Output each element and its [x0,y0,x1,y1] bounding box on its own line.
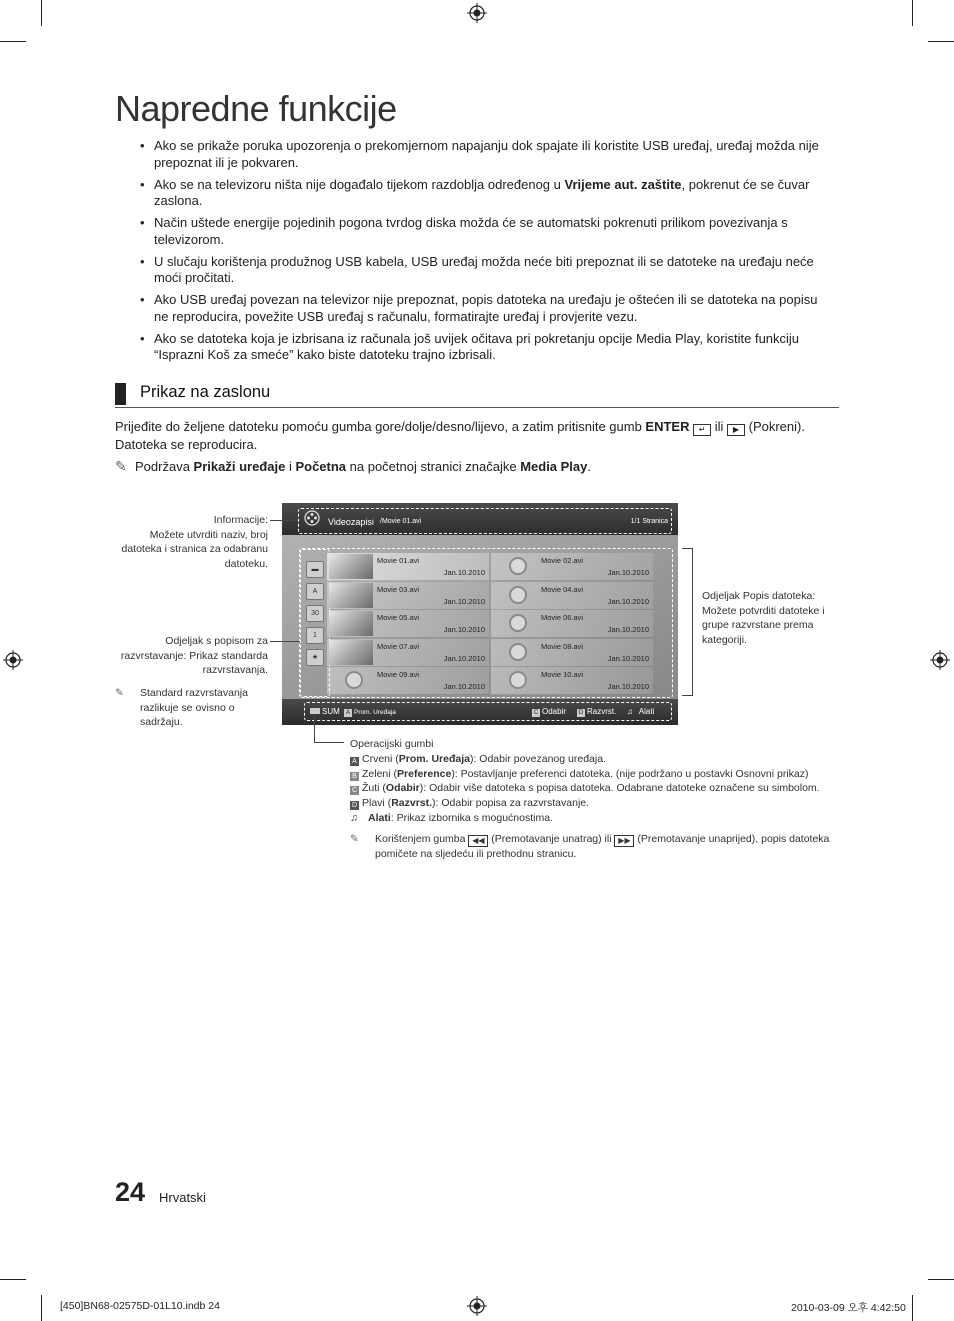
film-reel-icon [509,643,527,661]
callout-info: Informacije: Možete utvrditi naziv, broj datoteka i stranica za odabranu datoteku. [121,514,268,570]
list-item: • Ako se datoteka koja je izbrisana iz računala još uvijek očitava pri pokretanju opcije Media Play, koristite funkciju “Isprazni Koš za smeće” kako biste datoteku trajno izbrisali. [140,331,830,364]
callout-sort: Odjeljak s popisom za razvrstavanje: Prikaz standarda razvrstavanja. [120,635,268,676]
file-name: Movie 05.avi [377,613,420,622]
section-bar [115,383,126,405]
section-divider [115,407,839,408]
crop-mark [41,0,42,26]
pencil-note-icon: ✎ [115,687,124,699]
file-tile[interactable] [491,639,653,667]
file-name: Movie 06.avi [541,613,584,622]
file-date: Jan.10.2010 [607,625,649,634]
green-button-icon: B [350,772,359,781]
list-item: • U slučaju korištenja produžnog USB kabela, USB uređaj možda neće biti prepoznat ili se datoteke na uređaju neće moći pročitati. [140,254,830,287]
sort-button[interactable]: D Razvrst. [578,707,617,716]
file-date: Jan.10.2010 [443,596,485,606]
crop-mark [912,1295,913,1321]
ops-red: A Crveni (Prom. Uređaja): Odabir povezanog uređaja. [350,752,830,767]
change-device-button[interactable]: A Prom. Uređaja [345,709,396,716]
file-date: Jan.10.2010 [607,568,649,577]
file-name: Movie 04.avi [541,584,584,594]
red-button-icon: A [350,757,359,766]
file-list-bracket [682,548,693,696]
section-paragraph: Prijeđite do željene datoteku pomoću gumba gore/dolje/desno/lijevo, a zatim pritisnite gumb ENTER ↵ ili ▶ (Pokreni). Datoteka se reproducira. [115,419,805,452]
file-date: Jan.10.2010 [607,596,649,606]
film-reel-icon [345,671,363,689]
ops-green: B Zeleni (Preference): Postavljanje preferenci datoteka. (nije podržano u postavki Osnovni prikaz) [350,767,830,782]
file-tile[interactable] [327,667,489,695]
file-date: Jan.10.2010 [443,625,485,634]
page-title: Napredne funkcije [115,88,397,129]
file-name: Movie 07.avi [377,641,420,651]
file-tile[interactable] [491,582,653,610]
section-title: Prikaz na zaslonu [140,383,271,401]
file-tile[interactable] [491,553,653,581]
media-play-screen [282,503,678,725]
rewind-icon: ◀◀ [468,835,488,847]
note: ✎ Podržava Prikaži uređaje i Početna na početnoj stranici značajke Media Play. [115,458,592,474]
file-date: Jan.10.2010 [443,568,485,577]
leader-line [314,716,315,742]
calendar-icon: 30 [306,605,324,622]
ops-title: Operacijski gumbi [350,738,434,750]
favorite-icon: ★ [306,649,324,666]
file-name: Movie 09.avi [377,670,420,679]
callout-sort-note: ✎ Standard razvrstavanja razlikuje se ovisno o sadržaju. [115,687,248,728]
yellow-button-icon: C [351,787,358,795]
footer-date: 2010-03-09 오후 4:42:50 [791,1302,906,1314]
bullet-list [140,138,830,369]
video-thumbnail [329,583,373,608]
screen-header-path: /Movie 01.avi [380,518,422,525]
leader-line [270,520,298,521]
film-reel-icon [509,614,527,632]
operation-buttons [350,737,830,862]
tools-icon: ♫ [350,811,358,824]
registration-mark-icon [467,3,487,23]
file-name: Movie 03.avi [377,584,420,594]
folder-icon: ▬ [306,561,324,578]
screen-header-title: Videozapisi [328,517,374,527]
crop-mark [928,41,954,42]
file-tile[interactable] [327,582,489,610]
list-item: • Ako se prikaže poruka upozorenja o prekomjernom napajanju dok spajate ili koristite USB uređaj, uređaj možda nije prepoznat ili je pokvaren. [140,138,830,171]
file-tile[interactable] [327,639,489,667]
blue-button-icon: D [351,802,358,810]
video-thumbnail [329,611,373,636]
language-label: Hrvatski [159,1190,206,1205]
file-tile[interactable] [327,553,489,581]
crop-mark [912,0,913,26]
ops-blue: D Plavi (Razvrst.): Odabir popisa za razvrstavanje. [351,797,590,810]
crop-mark [41,1295,42,1321]
device-label: SUM [310,707,340,716]
callout-filelist: Odjeljak Popis datoteka: Možete potvrditi datoteke i grupe razvrstane prema kategoriji. [702,590,825,646]
leader-line [314,742,344,743]
screen-header-page: 1/1 Stranica [630,518,668,525]
tools-button[interactable]: ♫ Alati [627,707,655,716]
footer-file: [450]BN68-02575D-01L10.indb 24 [60,1300,220,1312]
film-reel-icon [509,671,527,689]
pencil-note-icon: ✎ [115,458,127,474]
leader-line [270,641,300,642]
file-name: Movie 08.avi [541,641,584,651]
title-icon: A [306,583,324,600]
bold-term: Vrijeme aut. zaštite [564,176,682,192]
ops-tools: ♫ Alati: Prikaz izbornika s mogućnostima. [350,811,553,824]
select-button[interactable]: C Odabir [533,707,567,716]
ops-yellow: C Žuti (Odabir): Odabir više datoteka s popisa datoteka. Odabrane datoteke označene su simbolom. [351,782,820,795]
pencil-note-icon: ✎ [350,832,359,845]
film-reel-icon [509,586,527,604]
month-icon: 1 [306,627,324,644]
enter-icon: ↵ [693,424,711,436]
crop-mark [928,1279,954,1280]
fast-forward-icon: ▶▶ [614,835,634,847]
film-reel-icon [509,557,527,575]
list-item: • Ako se na televizoru ništa nije događalo tijekom razdoblja određenog u Vrijeme aut. zaštite, pokrenut će se čuvar zaslona. [140,177,830,210]
tools-icon: ♫ [627,707,633,716]
list-item: • Ako USB uređaj povezan na televizor nije prepoznat, popis datoteka na uređaju je oštećen ili se datoteka na popisu ne reproducira, povežite USB uređaj s računalu, formatirajte uređaj i provjerite vezu. [140,292,830,325]
file-tile[interactable] [327,610,489,638]
file-tile[interactable] [491,610,653,638]
file-date: Jan.10.2010 [607,682,649,691]
info-highlight [298,508,672,534]
list-item: • Način uštede energije pojedinih pogona tvrdog diska možda će se automatski pokrenuti prilikom povezivanja s televizorom. [140,215,830,248]
file-date: Jan.10.2010 [443,682,485,691]
play-icon: ▶ [727,424,745,436]
registration-mark-icon [930,650,950,670]
video-thumbnail [329,640,373,665]
file-name: Movie 02.avi [541,556,584,565]
file-name: Movie 01.avi [377,556,420,565]
file-date: Jan.10.2010 [443,653,485,663]
crop-mark [0,1279,26,1280]
file-name: Movie 10.avi [541,670,584,679]
ops-note: ✎ Korištenjem gumba ◀◀ (Premotavanje unatrag) ili ▶▶ (Premotavanje unaprijed), popis datoteka pomičete na sljedeću ili prethodnu stranicu. [350,832,830,860]
file-tile[interactable] [491,667,653,695]
registration-mark-icon [467,1296,487,1316]
registration-mark-icon [3,650,23,670]
page-number: 24 [115,1177,146,1207]
file-date: Jan.10.2010 [607,653,649,663]
video-thumbnail [329,554,373,579]
crop-mark [0,41,26,42]
